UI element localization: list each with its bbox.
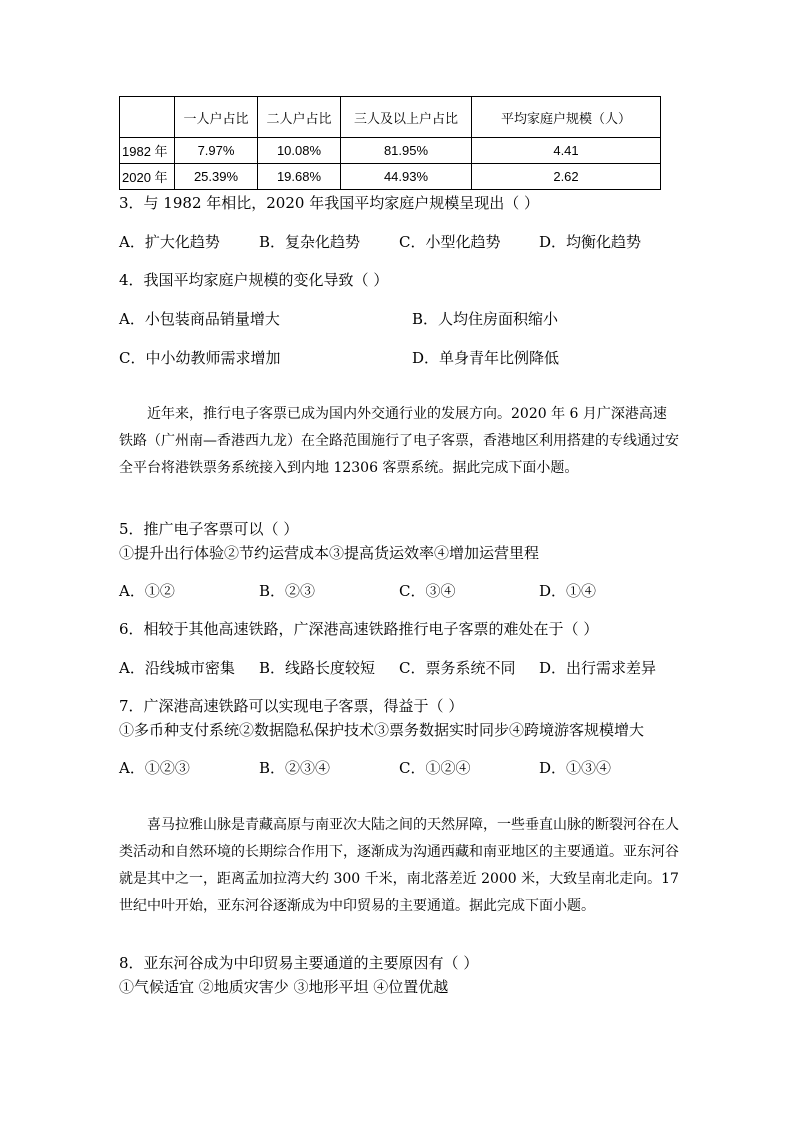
q7-option-a[interactable]: A．①②③ [119,759,190,777]
question-6-stem: 6．相较于其他高速铁路，广深港高速铁路推行电子客票的难处在于（ ） [119,620,599,638]
question-7-statements: ①多币种支付系统②数据隐私保护技术③票务数据实时同步④跨境游客规模增大 [119,721,645,739]
table-row [120,164,661,190]
table-cell: 7.97% [175,138,258,164]
q7-option-b[interactable]: B．②③④ [259,759,331,777]
question-5-stem: 5．推广电子客票可以（ ） [119,520,299,538]
table-cell: 19.68% [258,164,341,190]
q4-option-d[interactable]: D．单身青年比例降低 [412,349,560,367]
table-row [120,138,661,164]
q6-option-d[interactable]: D．出行需求差异 [539,659,657,677]
question-8-statements: ①气候适宜 ②地质灾害少 ③地形平坦 ④位置优越 [119,978,449,996]
table-cell: 2020 年 [120,164,175,190]
q7-option-c[interactable]: C．①②④ [399,759,471,777]
question-4-stem: 4．我国平均家庭户规模的变化导致（ ） [119,271,389,289]
table-cell: 25.39% [175,164,258,190]
question-5-statements: ①提升出行体验②节约运营成本③提高货运效率④增加运营里程 [119,544,540,562]
q3-option-b[interactable]: B．复杂化趋势 [259,233,361,251]
table-header-cell: 三人及以上户占比 [341,97,472,138]
table-cell: 2.62 [472,164,661,190]
q6-option-c[interactable]: C．票务系统不同 [399,659,516,677]
table-header-cell [120,97,175,138]
table-cell: 4.41 [472,138,661,164]
passage-1-text: 近年来，推行电子客票已成为国内外交通行业的发展方向。2020 年 6 月广深港高速铁路（广州南—香港西九龙）在全路范围施行了电子客票，香港地区利用搭建的专线通过安全平台将港铁票务系统接入到内地 12306 客票系统。据此完成下面小题。 [119,406,679,476]
q5-option-d[interactable]: D．①④ [539,582,597,600]
q3-option-d[interactable]: D．均衡化趋势 [539,233,642,251]
reading-passage-2 [119,812,679,920]
q5-option-b[interactable]: B．②③ [259,582,316,600]
q7-option-d[interactable]: D．①③④ [539,759,612,777]
q5-option-c[interactable]: C．③④ [399,582,456,600]
passage-2-text: 喜马拉雅山脉是青藏高原与南亚次大陆之间的天然屏障，一些垂直山脉的断裂河谷在人类活动和自然环境的长期综合作用下，逐渐成为沟通西藏和南亚地区的主要通道。亚东河谷就是其中之一，距离孟加拉湾大约 300 千米，南北落差近 2000 米，大致呈南北走向。17 世纪中叶开始，亚东河谷逐渐成为中印贸易的主要通道。据此完成下面小题。 [119,817,679,914]
q4-option-c[interactable]: C．中小幼教师需求增加 [119,349,281,367]
table-header-cell: 平均家庭户规模（人） [472,97,661,138]
question-3-stem: 3．与 1982 年相比，2020 年我国平均家庭户规模呈现出（ ） [119,194,539,212]
table-cell: 44.93% [341,164,472,190]
reading-passage-1 [119,401,679,482]
table-header-cell: 一人户占比 [175,97,258,138]
q3-option-a[interactable]: A．扩大化趋势 [119,233,220,251]
q3-option-c[interactable]: C．小型化趋势 [399,233,501,251]
household-size-table [119,96,661,190]
table-cell: 10.08% [258,138,341,164]
table-cell: 1982 年 [120,138,175,164]
q4-option-a[interactable]: A．小包装商品销量增大 [119,310,280,328]
question-8-stem: 8．亚东河谷成为中印贸易主要通道的主要原因有（ ） [119,954,479,972]
q4-option-b[interactable]: B．人均住房面积缩小 [412,310,559,328]
q6-option-a[interactable]: A．沿线城市密集 [119,659,235,677]
q6-option-b[interactable]: B．线路长度较短 [259,659,376,677]
table-header-cell: 二人户占比 [258,97,341,138]
table-cell: 81.95% [341,138,472,164]
q5-option-a[interactable]: A．①② [119,582,175,600]
table-header-row [120,97,661,138]
question-7-stem: 7．广深港高速铁路可以实现电子客票，得益于（ ） [119,697,464,715]
